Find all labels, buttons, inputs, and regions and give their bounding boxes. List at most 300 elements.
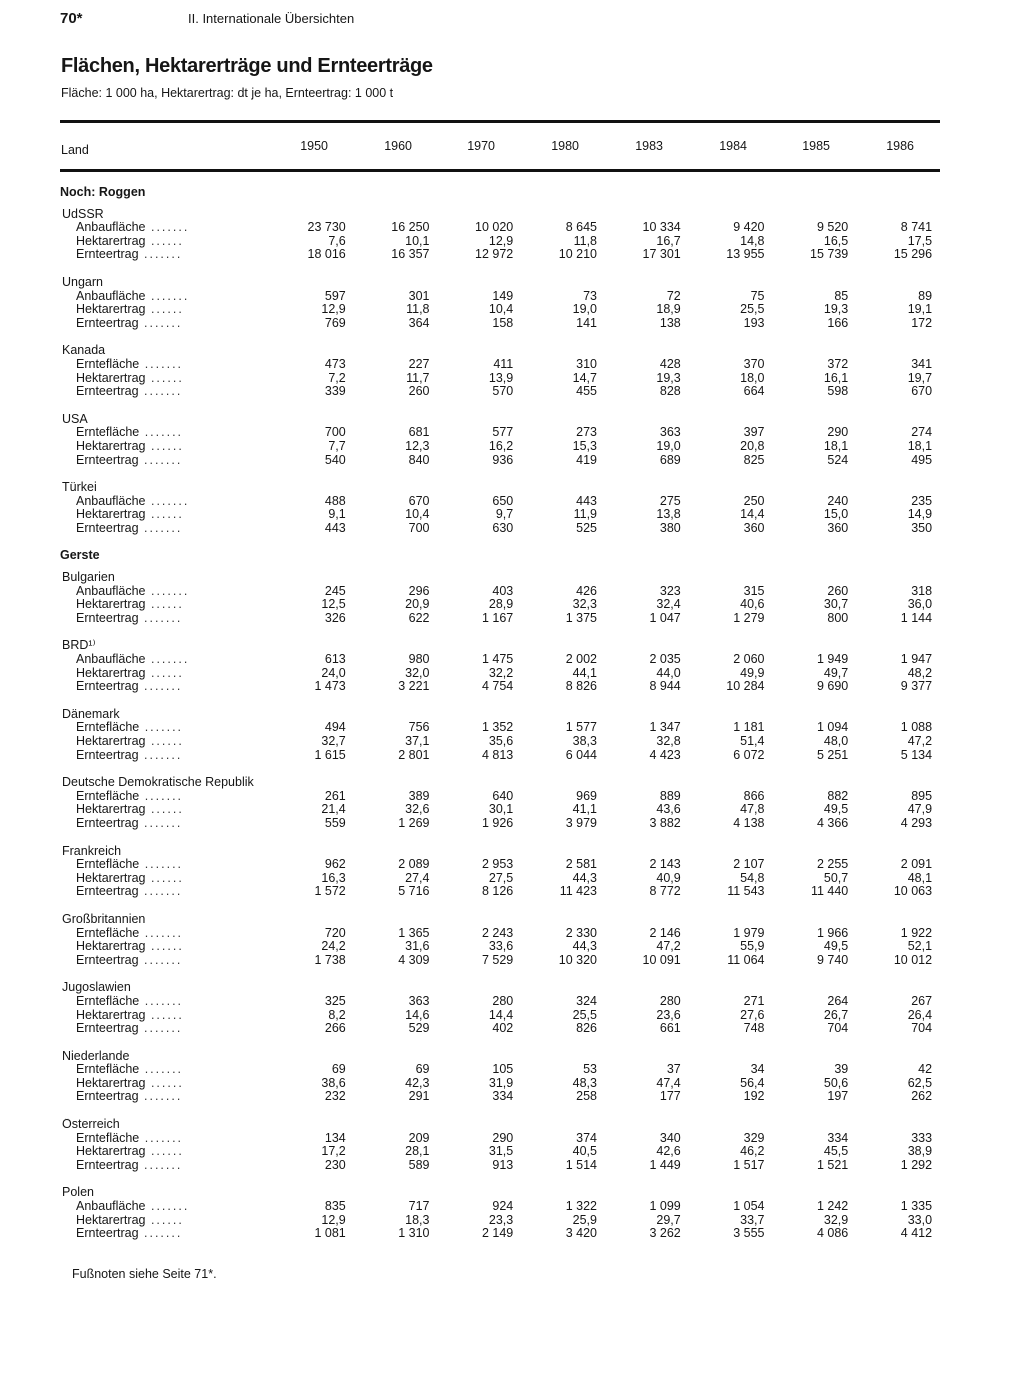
table-cell: 49,9 <box>740 666 765 680</box>
table-cell: 323 <box>659 584 681 598</box>
leader-dots: ....... <box>138 748 183 762</box>
table-cell: 262 <box>911 1090 933 1104</box>
row-label-cell <box>60 790 270 804</box>
table-cell: 16,5 <box>823 234 849 248</box>
table-cell: 1 449 <box>649 1158 681 1172</box>
row-label: Ernteertrag <box>76 816 139 830</box>
table-row <box>60 612 940 626</box>
table-cell: 261 <box>324 789 346 803</box>
year-header: 1986 <box>886 139 914 153</box>
table-row <box>60 221 940 235</box>
table-cell: 10 012 <box>893 953 933 967</box>
table-cell: 40,9 <box>656 871 681 885</box>
leader-dots: ....... <box>138 611 183 625</box>
table-cell: 47,2 <box>907 735 933 748</box>
table-cell: 597 <box>324 289 346 303</box>
table-cell: 2 091 <box>900 858 933 872</box>
table-cell: 1 517 <box>733 1158 765 1172</box>
row-label: Hektarertrag <box>76 1213 146 1227</box>
table-cell: 75 <box>750 289 765 303</box>
table-cell: 11 064 <box>727 953 765 967</box>
table-cell: 340 <box>659 1131 681 1145</box>
table-cell: 2 801 <box>398 748 430 762</box>
leader-dots: ....... <box>145 1200 190 1214</box>
table-cell: 889 <box>659 789 681 803</box>
table-cell: 16 357 <box>391 248 430 262</box>
table-row <box>60 954 940 968</box>
table-cell: 264 <box>827 994 849 1008</box>
table-cell: 689 <box>659 453 681 467</box>
table-cell: 397 <box>743 426 765 440</box>
table-cell: 840 <box>408 453 430 467</box>
leader-dots: ...... <box>145 234 184 248</box>
table-row <box>60 290 940 304</box>
table-cell: 280 <box>659 994 681 1008</box>
table-cell: 49,5 <box>823 803 849 817</box>
table-cell: 227 <box>408 357 430 371</box>
table-cell: 3 555 <box>733 1227 765 1241</box>
table-cell: 21,4 <box>321 803 346 817</box>
table-cell: 16,2 <box>488 439 514 453</box>
table-row <box>60 1132 940 1146</box>
table-cell: 31,9 <box>488 1076 514 1090</box>
country-row <box>60 344 940 358</box>
row-label-cell <box>60 1159 270 1173</box>
table-cell: 290 <box>492 1131 514 1145</box>
table-cell: 15 739 <box>810 248 849 262</box>
table-cell: 8 126 <box>481 885 514 899</box>
table-cell: 1 615 <box>314 748 346 762</box>
table-cell: 280 <box>492 994 514 1008</box>
table-cell: 12,9 <box>321 303 346 317</box>
row-label-cell <box>60 1132 270 1146</box>
table-cell: 6 072 <box>733 748 765 762</box>
table-cell: 700 <box>408 521 430 535</box>
table-cell: 913 <box>492 1158 514 1172</box>
row-label: Ernteertrag <box>76 248 139 262</box>
leader-dots: ...... <box>145 1008 184 1022</box>
table-cell: 363 <box>659 426 681 440</box>
table-cell: 245 <box>324 584 346 598</box>
table-cell: 9 690 <box>816 680 849 694</box>
table-cell: 10 210 <box>558 248 597 262</box>
table-cell: 28,1 <box>405 1145 430 1159</box>
row-label: Erntefläche <box>76 858 140 872</box>
table-cell: 14,9 <box>907 508 933 522</box>
table-cell: 8,2 <box>328 1008 346 1022</box>
leader-dots: ....... <box>145 289 190 303</box>
table-cell: 10,4 <box>488 303 514 317</box>
table-cell: 138 <box>659 316 681 330</box>
table-cell: 17 301 <box>642 248 681 262</box>
table-row <box>60 1214 940 1228</box>
table-cell: 11,8 <box>406 303 430 317</box>
table-cell: 835 <box>324 1200 346 1214</box>
table-cell: 882 <box>827 789 849 803</box>
leader-dots: ....... <box>138 953 183 967</box>
section-row <box>60 549 940 563</box>
table-cell: 49,7 <box>823 666 849 680</box>
spacer-row <box>60 694 940 708</box>
row-label-cell <box>60 522 270 536</box>
row-label-cell <box>60 667 270 681</box>
table-row <box>60 735 940 749</box>
table-cell: 32,2 <box>488 666 514 680</box>
table-cell: 1 094 <box>816 721 849 735</box>
country-row <box>60 1118 940 1132</box>
leader-dots: ...... <box>145 1076 184 1090</box>
table-cell: 2 035 <box>649 653 681 667</box>
table-cell: 8 772 <box>649 885 681 899</box>
row-label-cell <box>60 817 270 831</box>
table-cell: 13,9 <box>488 371 514 385</box>
table-cell: 333 <box>911 1131 933 1145</box>
table-cell: 7 529 <box>481 953 514 967</box>
table-cell: 1 292 <box>900 1158 933 1172</box>
table-cell: 12,9 <box>321 1213 346 1227</box>
table-row <box>60 1009 940 1023</box>
table-cell: 26,7 <box>823 1008 849 1022</box>
table-cell: 1 310 <box>398 1227 430 1241</box>
table-cell: 4 423 <box>649 748 681 762</box>
table-cell: 1 242 <box>816 1200 849 1214</box>
table-cell: 10,1 <box>405 234 430 248</box>
country-name: Jugoslawien <box>62 981 131 995</box>
table-cell: 55,9 <box>740 940 765 954</box>
table-cell: 20,8 <box>740 439 765 453</box>
spacer-row <box>60 467 940 481</box>
row-label-cell <box>60 235 270 249</box>
table-cell: 41,1 <box>572 803 597 817</box>
country-name: Großbritannien <box>62 912 146 926</box>
table-cell: 19,1 <box>907 303 933 317</box>
row-label: Ernteertrag <box>76 885 139 899</box>
table-cell: 326 <box>324 611 346 625</box>
table-cell: 8 741 <box>900 221 933 235</box>
table-cell: 18,1 <box>823 439 849 453</box>
table-row <box>60 495 940 509</box>
country-name: Niederlande <box>62 1049 130 1063</box>
table-cell: 681 <box>408 426 430 440</box>
page-header <box>60 10 355 27</box>
spacer-row <box>60 967 940 981</box>
row-label-cell <box>60 858 270 872</box>
table-row <box>60 653 940 667</box>
row-label: Erntefläche <box>76 926 140 940</box>
table-cell: 380 <box>659 521 681 535</box>
table-cell: 11 543 <box>727 885 765 899</box>
table-cell: 12,5 <box>321 598 346 612</box>
table-cell: 52,1 <box>907 940 933 954</box>
table-row <box>60 235 940 249</box>
table-row <box>60 927 940 941</box>
table-cell: 12,3 <box>405 439 430 453</box>
table-cell: 209 <box>408 1131 430 1145</box>
table-cell: 1 521 <box>816 1158 849 1172</box>
table-cell: 36,0 <box>907 598 933 612</box>
table-cell: 9 740 <box>816 953 849 967</box>
table-cell: 25,5 <box>572 1008 597 1022</box>
row-label-cell <box>60 927 270 941</box>
table-cell: 31,5 <box>488 1145 514 1159</box>
row-label-cell <box>60 1063 270 1077</box>
table-cell: 980 <box>408 653 430 667</box>
table-cell: 45,5 <box>823 1145 849 1159</box>
table-cell: 32,7 <box>321 735 346 748</box>
table-cell: 1 347 <box>649 721 681 735</box>
table-cell: 403 <box>492 584 514 598</box>
table-cell: 5 251 <box>816 748 849 762</box>
table-cell: 12,9 <box>488 234 514 248</box>
table-cell: 1 365 <box>398 926 430 940</box>
country-row <box>60 571 940 585</box>
table-cell: 1 279 <box>733 611 765 625</box>
row-label-cell <box>60 803 270 817</box>
leader-dots: ....... <box>138 816 183 830</box>
leader-dots: ...... <box>145 940 184 954</box>
row-label-cell <box>60 940 270 954</box>
table-cell: 46,2 <box>740 1145 765 1159</box>
table-cell: 2 255 <box>816 858 849 872</box>
table-cell: 43,6 <box>656 803 681 817</box>
table-cell: 37 <box>666 1063 681 1077</box>
table-cell: 374 <box>576 1131 597 1145</box>
table-cell: 370 <box>743 357 765 371</box>
table-cell: 1 577 <box>565 721 597 735</box>
table-row <box>60 372 940 386</box>
row-label: Hektarertrag <box>76 666 146 680</box>
table-cell: 315 <box>743 584 765 598</box>
table-cell: 704 <box>827 1022 849 1036</box>
table-row <box>60 1200 940 1214</box>
table-cell: 4 086 <box>816 1227 849 1241</box>
table-row <box>60 440 940 454</box>
table-row <box>60 508 940 522</box>
row-label: Ernteertrag <box>76 953 139 967</box>
table-cell: 10,4 <box>405 508 430 522</box>
table-cell: 19,7 <box>907 371 933 385</box>
table-cell: 10 334 <box>642 221 681 235</box>
table-cell: 44,0 <box>656 666 681 680</box>
row-label-cell <box>60 585 270 599</box>
table-cell: 525 <box>576 521 597 535</box>
row-label: Anbaufläche <box>76 584 146 598</box>
row-label-cell <box>60 598 270 612</box>
table-row <box>60 790 940 804</box>
leader-dots: ...... <box>145 1145 184 1159</box>
table-cell: 717 <box>408 1200 430 1214</box>
table-cell: 38,6 <box>321 1076 346 1090</box>
table-cell: 1 738 <box>314 953 346 967</box>
table-cell: 828 <box>659 385 681 399</box>
row-label: Erntefläche <box>76 1063 140 1077</box>
table-cell: 1 473 <box>314 680 346 694</box>
table-cell: 9 520 <box>816 221 849 235</box>
row-label: Anbaufläche <box>76 289 146 303</box>
table-cell: 9,1 <box>328 508 346 522</box>
table-cell: 250 <box>743 494 765 508</box>
table-cell: 47,2 <box>656 940 681 954</box>
table-cell: 23,3 <box>488 1213 514 1227</box>
table-cell: 2 002 <box>565 653 597 667</box>
spacer-row <box>60 200 940 208</box>
table-cell: 455 <box>576 385 597 399</box>
row-label: Erntefläche <box>76 426 140 440</box>
table-row <box>60 426 940 440</box>
table-cell: 1 269 <box>398 816 430 830</box>
table-cell: 661 <box>659 1022 681 1036</box>
table-cell: 134 <box>324 1131 346 1145</box>
table-cell: 14,4 <box>740 508 765 522</box>
table-cell: 2 146 <box>649 926 681 940</box>
row-label-cell <box>60 495 270 509</box>
row-label: Erntefläche <box>76 1131 140 1145</box>
table-cell: 14,8 <box>740 234 765 248</box>
table-cell: 39 <box>834 1063 849 1077</box>
table-cell: 27,5 <box>488 871 514 885</box>
table-cell: 47,8 <box>740 803 765 817</box>
spacer-row <box>60 1036 940 1050</box>
table-cell: 291 <box>408 1090 430 1104</box>
row-label-cell <box>60 508 270 522</box>
country-row <box>60 413 940 427</box>
table-cell: 1 926 <box>481 816 514 830</box>
spacer-row <box>60 330 940 344</box>
country-name: Deutsche Demokratische Republik <box>62 776 254 790</box>
row-label-cell <box>60 680 270 694</box>
row-label-cell <box>60 721 270 735</box>
table-cell: 38,3 <box>572 735 597 748</box>
row-label: Anbaufläche <box>76 494 146 508</box>
leader-dots: ....... <box>138 316 183 330</box>
row-label: Ernteertrag <box>76 1090 139 1104</box>
section-row <box>60 186 940 200</box>
row-label: Erntefläche <box>76 357 140 371</box>
row-label: Hektarertrag <box>76 598 146 612</box>
table-cell: 11 440 <box>810 885 849 899</box>
table-cell: 769 <box>324 316 346 330</box>
leader-dots: ....... <box>139 926 184 940</box>
leader-dots: ...... <box>145 803 184 817</box>
spacer-row <box>60 762 940 776</box>
leader-dots: ....... <box>139 789 184 803</box>
table-cell: 47,4 <box>656 1076 681 1090</box>
table-cell: 32,8 <box>656 735 681 748</box>
row-label: Hektarertrag <box>76 439 146 453</box>
table-cell: 11,9 <box>573 508 597 522</box>
table-cell: 495 <box>911 453 933 467</box>
table-cell: 34 <box>750 1063 765 1077</box>
row-label: Hektarertrag <box>76 508 146 522</box>
table-cell: 10 020 <box>475 221 514 235</box>
spacer-row <box>60 625 940 639</box>
table-cell: 1 167 <box>481 611 514 625</box>
table-row <box>60 598 940 612</box>
row-label-cell <box>60 1200 270 1214</box>
spacer-row <box>60 831 940 845</box>
year-header: 1980 <box>551 139 579 153</box>
table-cell: 37,1 <box>405 735 430 748</box>
table-row <box>60 1077 940 1091</box>
table-cell: 301 <box>408 289 430 303</box>
country-row <box>60 639 940 653</box>
table-cell: 33,6 <box>488 940 514 954</box>
spacer-row <box>60 1172 940 1186</box>
row-label-cell <box>60 1009 270 1023</box>
table-cell: 35,6 <box>488 735 514 748</box>
table-cell: 158 <box>492 316 514 330</box>
table-cell: 12 972 <box>475 248 514 262</box>
table-cell: 4 366 <box>816 816 849 830</box>
header-rule <box>60 169 940 172</box>
row-label: Ernteertrag <box>76 316 139 330</box>
table-row <box>60 454 940 468</box>
table-cell: 1 099 <box>649 1200 681 1214</box>
table-cell: 640 <box>492 789 514 803</box>
table-cell: 372 <box>827 357 849 371</box>
leader-dots: ...... <box>145 371 184 385</box>
table-cell: 4 412 <box>900 1227 933 1241</box>
table-row <box>60 1145 940 1159</box>
table-cell: 1 922 <box>900 926 933 940</box>
table-cell: 141 <box>576 316 597 330</box>
leader-dots: ...... <box>145 508 184 522</box>
table-cell: 232 <box>324 1090 346 1104</box>
table-cell: 577 <box>492 426 514 440</box>
table-cell: 89 <box>918 289 933 303</box>
table-cell: 27,6 <box>740 1008 765 1022</box>
table-cell: 18,1 <box>907 439 933 453</box>
table-cell: 5 716 <box>398 885 430 899</box>
table-row <box>60 721 940 735</box>
table-cell: 26,4 <box>907 1008 933 1022</box>
row-label-cell <box>60 221 270 235</box>
country-name: Österreich <box>62 1118 120 1132</box>
table-cell: 271 <box>743 994 765 1008</box>
table-row <box>60 358 940 372</box>
table-cell: 670 <box>911 385 933 399</box>
table-cell: 10 284 <box>726 680 765 694</box>
table-cell: 69 <box>415 1063 430 1077</box>
table-cell: 3 979 <box>565 816 597 830</box>
table-cell: 19,0 <box>656 439 681 453</box>
table-cell: 559 <box>324 816 346 830</box>
table-cell: 10 091 <box>642 953 681 967</box>
row-label: Hektarertrag <box>76 1076 146 1090</box>
table-cell: 42,6 <box>656 1145 681 1159</box>
table-cell: 296 <box>408 584 430 598</box>
table-cell: 18,0 <box>740 371 765 385</box>
table-cell: 24,2 <box>321 940 346 954</box>
table-cell: 2 330 <box>565 926 597 940</box>
table-cell: 9 420 <box>733 221 765 235</box>
table-cell: 8 826 <box>565 680 597 694</box>
row-label-cell <box>60 612 270 626</box>
table-cell: 473 <box>324 357 346 371</box>
table-cell: 49,5 <box>823 940 849 954</box>
table-cell: 15 296 <box>893 248 933 262</box>
table-cell: 704 <box>911 1022 933 1036</box>
table-cell: 825 <box>743 453 765 467</box>
spacer-row <box>60 262 940 276</box>
leader-dots: ...... <box>145 735 184 748</box>
table-cell: 2 953 <box>481 858 514 872</box>
table-cell: 1 088 <box>900 721 933 735</box>
table-cell: 44,1 <box>572 666 597 680</box>
table-cell: 6 044 <box>565 748 597 762</box>
row-label: Anbaufläche <box>76 1200 146 1214</box>
table-cell: 1 979 <box>733 926 765 940</box>
